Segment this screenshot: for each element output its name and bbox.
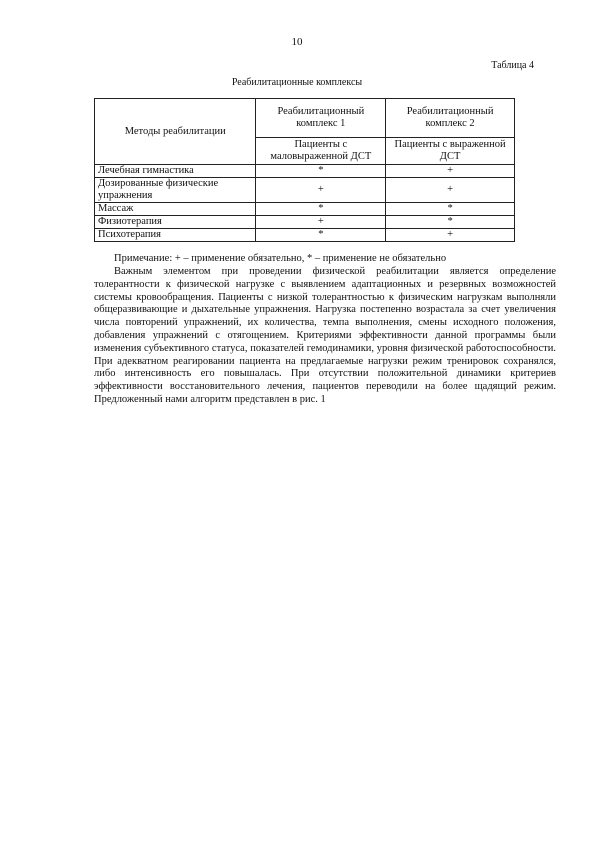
table-row — [95, 165, 515, 178]
complex-1-mark: + — [256, 178, 386, 203]
page-number: 10 — [291, 36, 303, 48]
table-note: Примечание: + – применение обязательно, * – применение не обязательно — [114, 253, 447, 264]
rehabilitation-table — [94, 98, 515, 242]
table-row — [95, 178, 515, 203]
complex-2-mark: * — [386, 216, 515, 229]
complex-2-mark: + — [386, 178, 515, 203]
header-patients-1: Пациенты с маловыраженной ДСТ — [256, 138, 386, 165]
header-methods: Методы реабилитации — [95, 99, 256, 165]
complex-2-mark: * — [386, 203, 515, 216]
complex-2-mark: + — [386, 229, 515, 242]
table-row — [95, 203, 515, 216]
table-title: Реабилитационные комплексы — [231, 77, 363, 88]
complex-1-mark: * — [256, 229, 386, 242]
header-complex-1: Реабилитационный комплекс 1 — [256, 99, 386, 138]
body-paragraph: Важным элементом при проведении физической реабилитации является определение толерантности к физической нагрузке с выявлением адаптационных и резервных возможностей системы кровообращения. Пациенты с низкой толерантностью к физическим нагрузкам выполняли общеразвивающие и дыхательные упражнения. Нагрузка постепенно возрастала за счет увеличения числа повторений упражнений, их количества, темпа выполнения, смены исходного положения, добавления упражнений с отягощением. Критериями эффективности данной программы были изменения субъективного статуса, показателей гемодинамики, уровня физической работоспособности. При адекватном реагировании пациента на предлагаемые нагрузки режим тренировок сохранялся, либо интенсивность его повышалась. При отсутствии положительной динамики критериев эффективности восстановительного лечения, пациентов переводили на более щадящий режим. Предложенный нами алгоритм представлен в рис. 1 — [94, 266, 556, 405]
method-name: Дозированные физические упражнения — [95, 178, 256, 203]
table-label: Таблица 4 — [491, 60, 534, 71]
complex-1-mark: * — [256, 203, 386, 216]
header-patients-2: Пациенты с выраженной ДСТ — [386, 138, 515, 165]
complex-2-mark: + — [386, 165, 515, 178]
method-name: Массаж — [95, 203, 256, 216]
table-row — [95, 216, 515, 229]
complex-1-mark: * — [256, 165, 386, 178]
complex-1-mark: + — [256, 216, 386, 229]
method-name: Физиотерапия — [95, 216, 256, 229]
header-complex-2: Реабилитационный комплекс 2 — [386, 99, 515, 138]
method-name: Психотерапия — [95, 229, 256, 242]
method-name: Лечебная гимнастика — [95, 165, 256, 178]
table-row — [95, 229, 515, 242]
